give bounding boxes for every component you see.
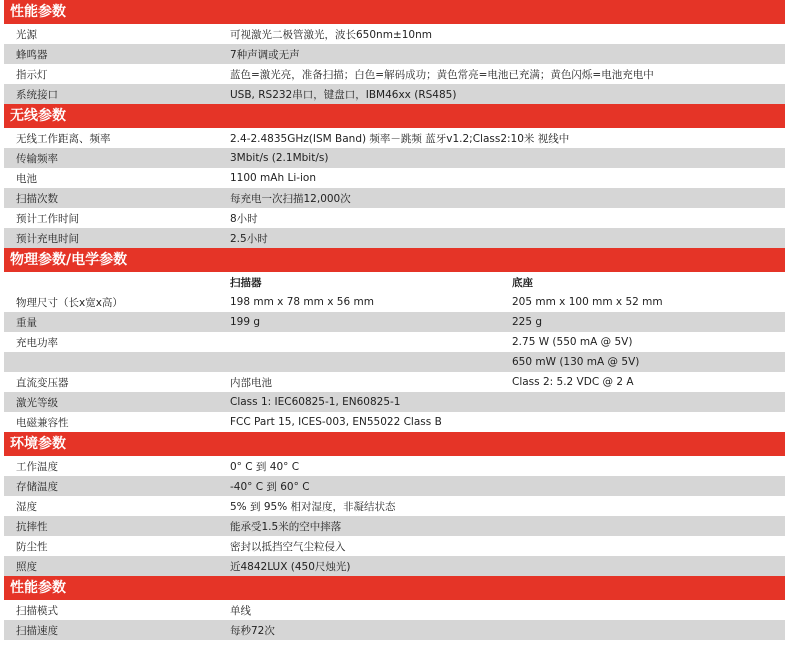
table-subheader-row xyxy=(4,272,785,292)
row-value: 3Mbit/s (2.1Mbit/s) xyxy=(230,152,329,164)
row-value: -40° C 到 60° C xyxy=(230,480,310,493)
table-row xyxy=(4,600,785,620)
row-value: 可视激光二极管激光，波长650nm±10nm xyxy=(230,28,432,41)
base-value: 2.75 W (550 mA @ 5V) xyxy=(512,336,633,348)
row-label: 存储温度 xyxy=(16,480,58,493)
row-label: 光源 xyxy=(16,28,37,41)
scanner-value: 198 mm x 78 mm x 56 mm xyxy=(230,296,374,308)
table-row xyxy=(4,556,785,576)
base-value: Class 2: 5.2 VDC @ 2 A xyxy=(512,376,634,388)
table-row xyxy=(4,84,785,104)
table-row xyxy=(4,516,785,536)
table-row xyxy=(4,536,785,556)
base-value: 225 g xyxy=(512,316,543,328)
row-label: 扫描次数 xyxy=(16,192,58,205)
row-label: 扫描模式 xyxy=(16,604,58,617)
table-row xyxy=(4,620,785,640)
row-label: 直流变压器 xyxy=(16,376,69,389)
row-value: 能承受1.5米的空中摔落 xyxy=(230,520,342,533)
row-label: 照度 xyxy=(16,560,37,573)
table-row xyxy=(4,332,785,352)
row-label: 湿度 xyxy=(16,500,37,513)
section-header-physical: 物理参数/电学参数 xyxy=(4,248,785,272)
column-header-scanner: 扫描器 xyxy=(230,276,262,289)
table-row xyxy=(4,188,785,208)
row-label: 系统接口 xyxy=(16,88,58,101)
table-row xyxy=(4,208,785,228)
row-label: 充电功率 xyxy=(16,336,58,349)
scanner-value: FCC Part 15, ICES-003, EN55022 Class B xyxy=(230,416,442,428)
row-label: 电磁兼容性 xyxy=(16,416,69,429)
row-label: 无线工作距离、频率 xyxy=(16,132,111,145)
row-value: 每秒72次 xyxy=(230,624,275,637)
row-value: 1100 mAh Li-ion xyxy=(230,172,317,184)
table-row xyxy=(4,392,785,412)
table-row xyxy=(4,148,785,168)
table-row xyxy=(4,128,785,148)
row-value: 7种声调或无声 xyxy=(230,48,300,61)
table-row xyxy=(4,412,785,432)
table-row xyxy=(4,168,785,188)
row-label: 蜂鸣器 xyxy=(16,48,48,61)
row-label: 电池 xyxy=(16,172,37,185)
row-value: 2.4-2.4835GHz(ISM Band) 频率－跳频 蓝牙v1.2;Class2:10米 视线中 xyxy=(230,132,570,145)
base-value: 650 mW (130 mA @ 5V) xyxy=(512,356,640,368)
table-row xyxy=(4,456,785,476)
row-value: 每充电一次扫描12,000次 xyxy=(230,192,351,205)
row-value: 0° C 到 40° C xyxy=(230,460,300,473)
section-header-performance: 性能参数 xyxy=(4,0,785,24)
table-row xyxy=(4,228,785,248)
scanner-value: Class 1: IEC60825-1, EN60825-1 xyxy=(230,396,401,408)
scanner-value: 199 g xyxy=(230,316,261,328)
table-row xyxy=(4,352,785,372)
base-value: 205 mm x 100 mm x 52 mm xyxy=(512,296,663,308)
row-label: 抗摔性 xyxy=(16,520,48,533)
table-row xyxy=(4,24,785,44)
row-value: 近4842LUX (450尺烛光) xyxy=(230,560,351,573)
section-header-wireless: 无线参数 xyxy=(4,104,785,128)
row-value: 蓝色=激光亮，准备扫描；白色=解码成功；黄色常亮=电池已充满；黄色闪烁=电池充电中 xyxy=(230,68,654,81)
row-label: 预计充电时间 xyxy=(16,232,79,245)
table-row xyxy=(4,496,785,516)
row-value: USB, RS232串口，键盘口，IBM46xx (RS485) xyxy=(230,88,457,101)
table-row xyxy=(4,44,785,64)
row-label: 指示灯 xyxy=(16,68,48,81)
section-header-performance-2: 性能参数 xyxy=(4,576,785,600)
table-row xyxy=(4,372,785,392)
table-row xyxy=(4,476,785,496)
row-label: 防尘性 xyxy=(16,540,48,553)
table-row xyxy=(4,292,785,312)
row-value: 2.5小时 xyxy=(230,232,268,245)
row-label: 预计工作时间 xyxy=(16,212,79,225)
column-header-base: 底座 xyxy=(512,276,533,289)
row-label: 重量 xyxy=(16,316,37,329)
row-value: 5% 到 95% 相对湿度，非凝结状态 xyxy=(230,500,396,513)
row-label: 工作温度 xyxy=(16,460,58,473)
table-row xyxy=(4,64,785,84)
row-label: 扫描速度 xyxy=(16,624,58,637)
row-value: 密封以抵挡空气尘粒侵入 xyxy=(230,540,346,553)
table-row xyxy=(4,312,785,332)
row-label: 传输频率 xyxy=(16,152,58,165)
row-label: 物理尺寸（长x宽x高） xyxy=(16,296,123,309)
spec-sheet xyxy=(4,0,785,640)
row-value: 8小时 xyxy=(230,212,258,225)
scanner-value: 内部电池 xyxy=(230,376,272,389)
row-value: 单线 xyxy=(230,604,251,617)
row-label: 激光等级 xyxy=(16,396,58,409)
section-header-environment: 环境参数 xyxy=(4,432,785,456)
